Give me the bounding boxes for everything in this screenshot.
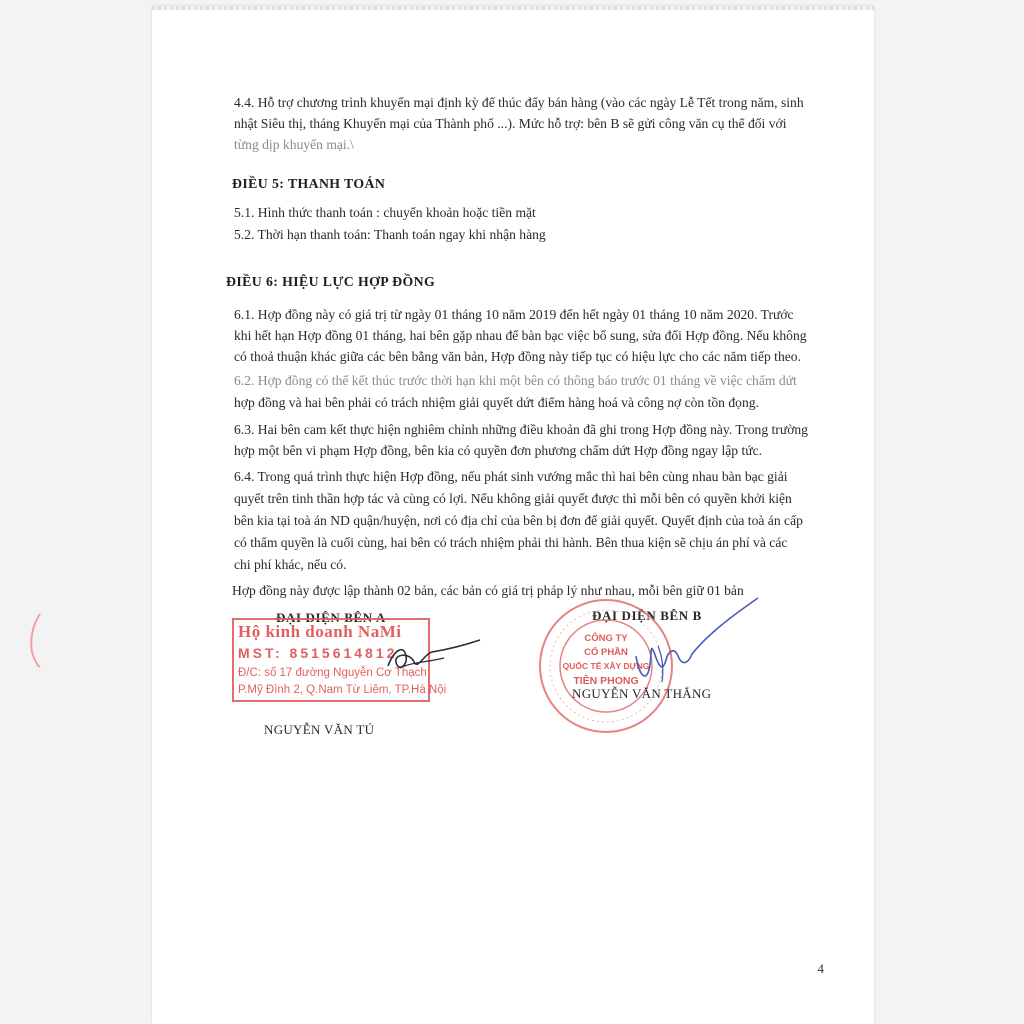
item-6-3-line-2: hợp một bên vi phạm Hợp đồng, bên kia có quyền đơn phương chấm dứt Hợp đồng ngay lập tức.	[234, 443, 763, 458]
item-6-4-line-5: chi phí khác, nếu có.	[234, 557, 347, 572]
stamp-b-line-3: QUỐC TẾ XÂY DỰNG	[562, 661, 650, 671]
party-b-signature	[628, 594, 762, 690]
stamp-a-tax-code: MST: 8515614812	[238, 645, 398, 661]
party-a-name: NGUYỄN VĂN TÚ	[264, 722, 375, 737]
page-number: 4	[817, 961, 824, 976]
item-5-2: 5.2. Thời hạn thanh toán: Thanh toán ngay khi nhận hàng	[234, 227, 546, 242]
item-6-4-line-2: quyết trên tinh thần hợp tác và cùng có lợi. Nếu không giải quyết được thì mỗi bên có quyền khởi kiện	[234, 491, 792, 506]
item-6-2-line-2: hợp đồng và hai bên phải có trách nhiệm giải quyết dứt điểm hàng hoá và công nợ còn tồn đọng.	[234, 395, 759, 410]
stamp-a-address-line-2: P.Mỹ Đình 2, Q.Nam Từ Liêm, TP.Hà Nội	[238, 684, 447, 696]
item-6-1-line-1: 6.1. Hợp đồng này có giá trị từ ngày 01 tháng 10 năm 2019 đến hết ngày 01 tháng 10 năm 2020. Trước	[234, 307, 794, 322]
closing-statement: Hợp đồng này được lập thành 02 bản, các bản có giá trị pháp lý như nhau, mỗi bên giữ 01 bản	[232, 583, 744, 598]
article-5-title: ĐIỀU 5: THANH TOÁN	[232, 176, 386, 191]
stamp-a-business-name: Hộ kinh doanh NaMi	[238, 622, 402, 641]
stamp-b-line-1: CÔNG TY	[584, 633, 628, 644]
article-6-title: ĐIỀU 6: HIỆU LỰC HỢP ĐỒNG	[226, 274, 436, 289]
stamp-b-line-2: CỔ PHẦN	[584, 647, 628, 658]
item-4-4-line-3: từng dịp khuyến mại.\	[234, 137, 354, 152]
item-5-1: 5.1. Hình thức thanh toán : chuyển khoản hoặc tiền mặt	[234, 205, 536, 220]
stamp-bleed-mark	[28, 612, 44, 668]
stamp-b-line-4: TIÊN PHONG	[573, 675, 639, 687]
item-6-3-line-1: 6.3. Hai bên cam kết thực hiện nghiêm chỉnh những điều khoản đã ghi trong Hợp đồng này. Trong trường	[234, 422, 808, 437]
item-6-4-line-3: bên kia tại toà án ND quận/huyện, nơi có địa chỉ của bên bị đơn để giải quyết. Quyết định của toà án cấp	[234, 513, 803, 528]
item-6-4-line-1: 6.4. Trong quá trình thực hiện Hợp đồng, nếu phát sinh vướng mắc thì hai bên cùng nhau bàn bạc giải	[234, 469, 788, 484]
item-6-2-line-1: 6.2. Hợp đồng có thể kết thúc trước thời hạn khi một bên có thông báo trước 01 tháng về việc chấm dứt	[234, 373, 797, 388]
party-a-signature	[384, 632, 484, 678]
party-b-heading: ĐẠI DIỆN BÊN B	[592, 608, 702, 623]
item-4-4-line-2: nhật Siêu thị, tháng Khuyến mại của Thành phố ...). Mức hỗ trợ: bên B sẽ gửi công văn cụ thể đối với	[234, 116, 787, 131]
item-6-1-line-3: có thoả thuận khác giữa các bên bằng văn bản, Hợp đồng này tiếp tục có hiệu lực cho các năm tiếp theo.	[234, 349, 801, 364]
item-6-4-line-4: có thẩm quyền là cuối cùng, hai bên có trách nhiệm phải thi hành. Bên thua kiện sẽ chịu án phí và các	[234, 535, 788, 550]
document-page	[152, 6, 874, 1024]
party-a-heading: ĐẠI DIỆN BÊN A	[276, 610, 386, 625]
stamp-a-address-line-1: Đ/C: số 17 đường Nguyễn Cơ Thạch	[238, 667, 427, 679]
party-b-name: NGUYỄN VĂN THẮNG	[572, 686, 712, 701]
item-6-1-line-2: khi hết hạn Hợp đồng 01 tháng, hai bên gặp nhau để bàn bạc việc bổ sung, sửa đổi Hợp đồng. Nếu không	[234, 328, 807, 343]
item-4-4-line-1: 4.4. Hỗ trợ chương trình khuyến mại định kỳ để thúc đẩy bán hàng (vào các ngày Lễ Tết trong năm, sinh	[234, 95, 804, 110]
scan-edge	[152, 6, 874, 10]
